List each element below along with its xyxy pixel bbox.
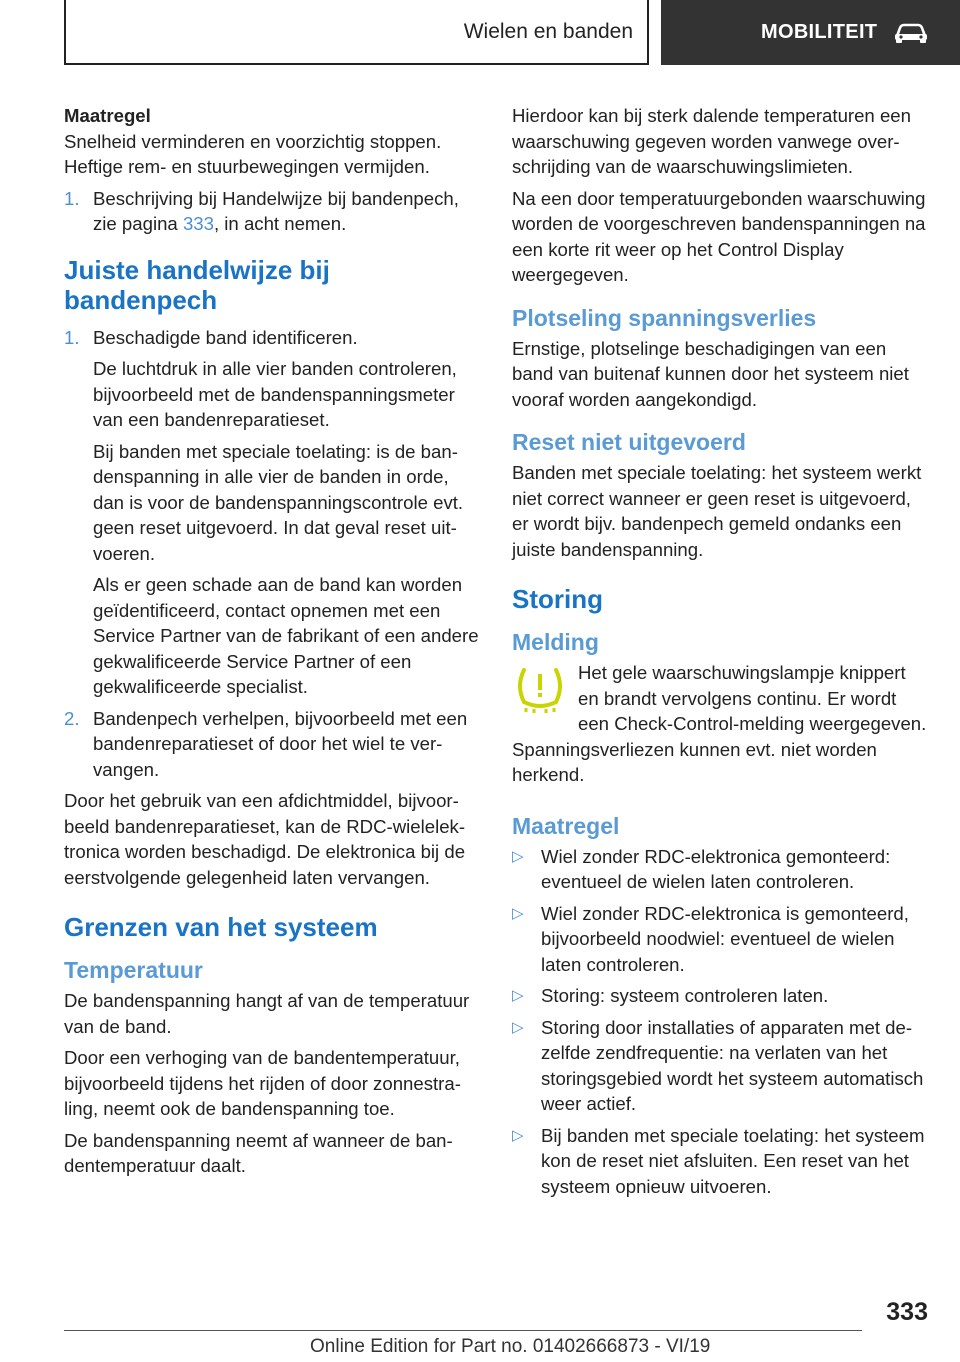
list-item <box>512 1123 930 1200</box>
triangle-bullet-icon: ▷ <box>512 904 524 922</box>
list-item <box>64 186 482 237</box>
step-subtext: Als er geen schade aan de band kan worden geïdentificeerd, contact opnemen met een Service Partner van de fabrikant of een andere gekwalificeerde Service Partner of een gekwalificeerde specialist. <box>93 574 479 697</box>
step-number: 2. <box>64 707 80 729</box>
maatregel-text: Snelheid verminderen en voorzichtig stoppen. Heftige rem- en stuurbewegingen vermijden. <box>64 130 442 177</box>
triangle-bullet-icon: ▷ <box>512 987 524 1004</box>
melding-text: Het gele waarschuwingslampje knippert en brandt vervolgens continu. Er wordt een Check-Control-melding weergegeven. Spanningsverliezen kunnen evt. niet worden herkend. <box>512 662 927 785</box>
temperatuur-text-3: De bandenspanning neemt af wanneer de bandentemperatuur daalt. <box>64 1129 453 1176</box>
footer-divider <box>64 1330 862 1331</box>
juiste-steps <box>64 325 482 783</box>
list-item <box>64 325 482 700</box>
reset-text: Banden met speciale toelating: het systeem werkt niet correct wanneer er geen reset is uitgevoerd, er wordt bijv. bandenpech gemeld ondanks een juiste bandenspanning. <box>512 462 922 560</box>
list-item <box>64 706 482 783</box>
step-number: 1. <box>64 187 80 209</box>
step-number: 1. <box>64 326 80 348</box>
section-header <box>64 0 649 65</box>
edition-text: Online Edition for Part no. 01402666873 - VI/19 <box>310 1336 711 1357</box>
chapter-title: MOBILITEIT <box>761 21 878 43</box>
section-title: Wielen en banden <box>463 19 633 43</box>
bullet-text: Storing door installaties of apparaten met dezelfde zendfrequentie: na verlaten van het storingsgebied wordt het systeem automatisch weer actief. <box>541 1016 924 1114</box>
afdichtmiddel-text: Door het gebruik van een afdichtmiddel, bijvoorbeeld bandenreparatieset, kan de RDC-wielelektronica worden beschadigd. De elektronica bij de eerstvolgende gelegenheid laten vervangen. <box>64 790 466 888</box>
heading-maatregel: Maatregel <box>512 812 620 839</box>
bullet-text: Storing: systeem controleren laten. <box>541 985 829 1006</box>
page-number: 333 <box>886 1298 928 1326</box>
step-text: Beschadigde band identificeren. <box>93 326 358 348</box>
heading-juiste-handelwijze: Juiste handelwijze bij bandenpech <box>64 254 330 315</box>
list-item <box>512 844 930 895</box>
heading-melding: Melding <box>512 629 599 655</box>
maatregel-steps <box>64 186 482 237</box>
temperatuur-text-1: De bandenspanning hangt af van de temperatuur van de band. <box>64 990 470 1037</box>
step-text: Beschrijving bij Handelwijze bij bandenpech, zie pagina <box>93 187 459 234</box>
right-column <box>512 103 930 1205</box>
left-column <box>64 103 482 1185</box>
bullet-text: Wiel zonder RDC-elektronica gemonteerd: eventueel de wielen laten controleren. <box>541 845 891 892</box>
heading-grenzen: Grenzen van het systeem <box>64 912 378 942</box>
step-subtext: De luchtdruk in alle vier banden controleren, bijvoorbeeld met de bandenspanningsmeter van een bandenreparatieset. <box>93 358 457 430</box>
bullet-text: Bij banden met speciale toelating: het systeem kon de reset niet afsluiten. Een reset van het systeem opnieuw uitvoeren. <box>541 1124 925 1197</box>
triangle-bullet-icon: ▷ <box>512 1018 524 1036</box>
page-link[interactable]: 333 <box>182 213 214 234</box>
plotseling-text: Ernstige, plotselinge beschadigingen van een band van buitenaf kunnen door het systeem niet vooraf worden aangekondigd. <box>512 337 909 410</box>
list-item <box>512 901 930 978</box>
list-item <box>512 983 930 1009</box>
heading-reset: Reset niet uitgevoerd <box>512 429 746 455</box>
heading-storing: Storing <box>512 584 603 614</box>
triangle-bullet-icon: ▷ <box>512 847 524 865</box>
bullet-text: Wiel zonder RDC-elektronica is gemonteerd, bijvoorbeeld noodwiel: eventueel de wielen laten controleren. <box>541 902 909 975</box>
list-item <box>512 1015 930 1117</box>
triangle-bullet-icon: ▷ <box>512 1126 524 1144</box>
tire-pressure-warning-icon <box>512 664 568 714</box>
step-text-end: , in acht nemen. <box>213 213 347 234</box>
temperatuur-text-5: Na een door temperatuurgebonden waarschuwing worden de voorgeschreven bandenspanningen na een korte rit weer op het Control Display weergegeven. <box>512 187 926 285</box>
car-icon <box>893 22 929 44</box>
heading-temperatuur: Temperatuur <box>64 957 203 983</box>
maatregel-bullets <box>512 844 930 1200</box>
melding-block <box>512 660 930 788</box>
maatregel-label: Maatregel <box>64 105 151 126</box>
temperatuur-text-2: Door een verhoging van de bandentemperatuur, bijvoorbeeld tijdens het rijden of door zonnestraling, neemt ook de bandenspanning toe. <box>64 1047 461 1119</box>
heading-plotseling: Plotseling spanningsverlies <box>512 304 817 331</box>
chapter-header <box>661 0 960 65</box>
temperatuur-text-4: Hierdoor kan bij sterk dalende temperaturen een waarschuwing gegeven worden vanwege overschrijding van de waarschuwingslimieten. <box>512 105 911 177</box>
step-subtext: Bij banden met speciale toelating: is de bandenspanning in alle vier de banden in orde, dan is voor de bandenspanningscontrole evt. geen reset uitgevoerd. In dat geval reset uitvoeren. <box>93 440 464 564</box>
step-text: Bandenpech verhelpen, bijvoorbeeld met een bandenreparatieset of door het wiel te vervangen. <box>93 707 468 780</box>
